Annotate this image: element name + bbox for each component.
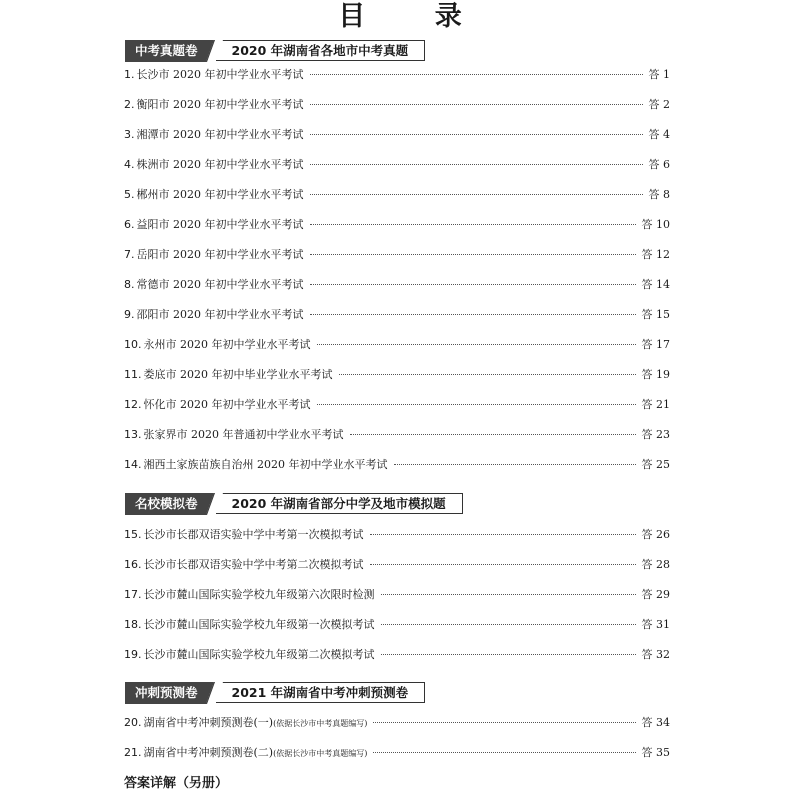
toc-entry-number: 14.	[124, 458, 142, 471]
dot-leader	[394, 464, 636, 465]
section-tag: 冲刺预测卷	[125, 682, 212, 704]
toc-entry-number: 2.	[124, 98, 135, 111]
toc-entry-page: 答 28	[641, 558, 670, 571]
toc-entry-number: 16.	[124, 558, 142, 571]
toc-entry[interactable]	[124, 96, 670, 114]
toc-entry-title: 岳阳市 2020 年初中学业水平考试	[136, 248, 304, 261]
toc-entry[interactable]	[124, 366, 670, 384]
dot-leader	[310, 74, 643, 75]
toc-entry[interactable]	[124, 66, 670, 84]
dot-leader	[310, 224, 636, 225]
toc-entry-page: 答 1	[648, 68, 670, 81]
dot-leader	[370, 534, 636, 535]
toc-entry-note: (依据长沙市中考真题编写)	[273, 719, 368, 728]
toc-entry-number: 12.	[124, 398, 142, 411]
dot-leader	[310, 134, 643, 135]
toc-entry-number: 7.	[124, 248, 135, 261]
toc-entry-page: 答 14	[641, 278, 670, 291]
toc-entry-page: 答 19	[641, 368, 670, 381]
toc-entry-title: 株洲市 2020 年初中学业水平考试	[136, 158, 304, 171]
dot-leader	[381, 594, 636, 595]
toc-entry-page: 答 31	[641, 618, 670, 631]
section-header-yuce	[125, 682, 425, 704]
toc-entry-page: 答 34	[641, 716, 670, 729]
dot-leader	[310, 284, 636, 285]
toc-entry[interactable]	[124, 714, 670, 732]
toc-entry-number: 3.	[124, 128, 135, 141]
dot-leader	[310, 164, 643, 165]
toc-entry-page: 答 21	[641, 398, 670, 411]
toc-entry-title: 湘潭市 2020 年初中学业水平考试	[136, 128, 304, 141]
toc-entry-page: 答 26	[641, 528, 670, 541]
toc-entry-number: 1.	[124, 68, 135, 81]
toc-entry[interactable]	[124, 456, 670, 474]
toc-entry-title: 益阳市 2020 年初中学业水平考试	[136, 218, 304, 231]
toc-entry-page: 答 35	[641, 746, 670, 759]
toc-entry-page: 答 12	[641, 248, 670, 261]
toc-entry-number: 13.	[124, 428, 142, 441]
toc-entry-page: 答 4	[648, 128, 670, 141]
toc-entry-title: 长沙市麓山国际实验学校九年级第六次限时检测	[143, 588, 375, 601]
page-title: 目 录	[338, 1, 492, 32]
toc-entry-number: 9.	[124, 308, 135, 321]
section-tag: 名校模拟卷	[125, 493, 212, 515]
toc-entry-title: 湘西土家族苗族自治州 2020 年初中学业水平考试	[143, 458, 388, 471]
toc-entry-title: 怀化市 2020 年初中学业水平考试	[143, 398, 311, 411]
toc-entry-title: 娄底市 2020 年初中毕业学业水平考试	[143, 368, 333, 381]
toc-entry-title: 长沙市 2020 年初中学业水平考试	[136, 68, 304, 81]
toc-entry-title: 邵阳市 2020 年初中学业水平考试	[136, 308, 304, 321]
dot-leader	[350, 434, 636, 435]
toc-entry-number: 17.	[124, 588, 142, 601]
toc-entry-page: 答 17	[641, 338, 670, 351]
section-title: 2020 年湖南省部分中学及地市模拟题	[216, 493, 463, 514]
toc-entry-page: 答 8	[648, 188, 670, 201]
dot-leader	[370, 564, 636, 565]
toc-entry[interactable]	[124, 126, 670, 144]
toc-entry-page: 答 25	[641, 458, 670, 471]
toc-entry-title: 湖南省中考冲刺预测卷(二)	[143, 746, 274, 759]
toc-entry[interactable]	[124, 586, 670, 604]
toc-entry[interactable]	[124, 246, 670, 264]
toc-entry[interactable]	[124, 426, 670, 444]
toc-entry-number: 19.	[124, 648, 142, 661]
dot-leader	[310, 314, 636, 315]
dot-leader	[310, 104, 643, 105]
answer-booklet-heading: 答案详解（另册）	[124, 776, 229, 791]
dot-leader	[317, 344, 636, 345]
toc-entry[interactable]	[124, 186, 670, 204]
dot-leader	[317, 404, 636, 405]
toc-entry-page: 答 23	[641, 428, 670, 441]
section-title: 2021 年湖南省中考冲刺预测卷	[216, 682, 426, 703]
toc-entry-page: 答 29	[641, 588, 670, 601]
toc-entry-page: 答 10	[641, 218, 670, 231]
toc-entry[interactable]	[124, 276, 670, 294]
section-title: 2020 年湖南省各地市中考真题	[216, 40, 426, 61]
toc-entry[interactable]	[124, 216, 670, 234]
toc-entry-title: 永州市 2020 年初中学业水平考试	[143, 338, 311, 351]
toc-entry[interactable]	[124, 156, 670, 174]
toc-entry-title: 长沙市长郡双语实验中学中考第一次模拟考试	[143, 528, 364, 541]
toc-entry[interactable]	[124, 744, 670, 762]
toc-entry-number: 4.	[124, 158, 135, 171]
toc-entry-page: 答 32	[641, 648, 670, 661]
toc-entry-title: 长沙市长郡双语实验中学中考第二次模拟考试	[143, 558, 364, 571]
dot-leader	[310, 194, 643, 195]
toc-entry-page: 答 15	[641, 308, 670, 321]
dot-leader	[310, 254, 636, 255]
toc-entry-number: 5.	[124, 188, 135, 201]
dot-leader	[339, 374, 636, 375]
toc-entry-number: 15.	[124, 528, 142, 541]
toc-entry-page: 答 6	[648, 158, 670, 171]
toc-entry-number: 10.	[124, 338, 142, 351]
toc-entry-title: 张家界市 2020 年普通初中学业水平考试	[143, 428, 344, 441]
dot-leader	[373, 722, 635, 723]
toc-entry[interactable]	[124, 396, 670, 414]
toc-entry-title: 长沙市麓山国际实验学校九年级第一次模拟考试	[143, 618, 375, 631]
toc-entry-number: 6.	[124, 218, 135, 231]
toc-entry-number: 20.	[124, 716, 142, 729]
toc-entry-title: 长沙市麓山国际实验学校九年级第二次模拟考试	[143, 648, 375, 661]
toc-entry[interactable]	[124, 556, 670, 574]
toc-entry-title: 郴州市 2020 年初中学业水平考试	[136, 188, 304, 201]
toc-entry[interactable]	[124, 646, 670, 664]
toc-entry-number: 8.	[124, 278, 135, 291]
toc-entry[interactable]	[124, 336, 670, 354]
dot-leader	[373, 752, 635, 753]
toc-entry-number: 18.	[124, 618, 142, 631]
toc-entry-title: 湖南省中考冲刺预测卷(一)	[143, 716, 274, 729]
dot-leader	[381, 624, 636, 625]
section-header-zhenti	[125, 40, 425, 62]
section-header-moni	[125, 493, 463, 515]
toc-entry-title: 衡阳市 2020 年初中学业水平考试	[136, 98, 304, 111]
toc-entry-title: 常德市 2020 年初中学业水平考试	[136, 278, 304, 291]
dot-leader	[381, 654, 636, 655]
section-tag: 中考真题卷	[125, 40, 212, 62]
toc-entry-note: (依据长沙市中考真题编写)	[273, 749, 368, 758]
toc-entry[interactable]	[124, 306, 670, 324]
toc-entry-number: 11.	[124, 368, 142, 381]
toc-entry-number: 21.	[124, 746, 142, 759]
toc-entry-page: 答 2	[648, 98, 670, 111]
toc-entry[interactable]	[124, 526, 670, 544]
toc-entry[interactable]	[124, 616, 670, 634]
